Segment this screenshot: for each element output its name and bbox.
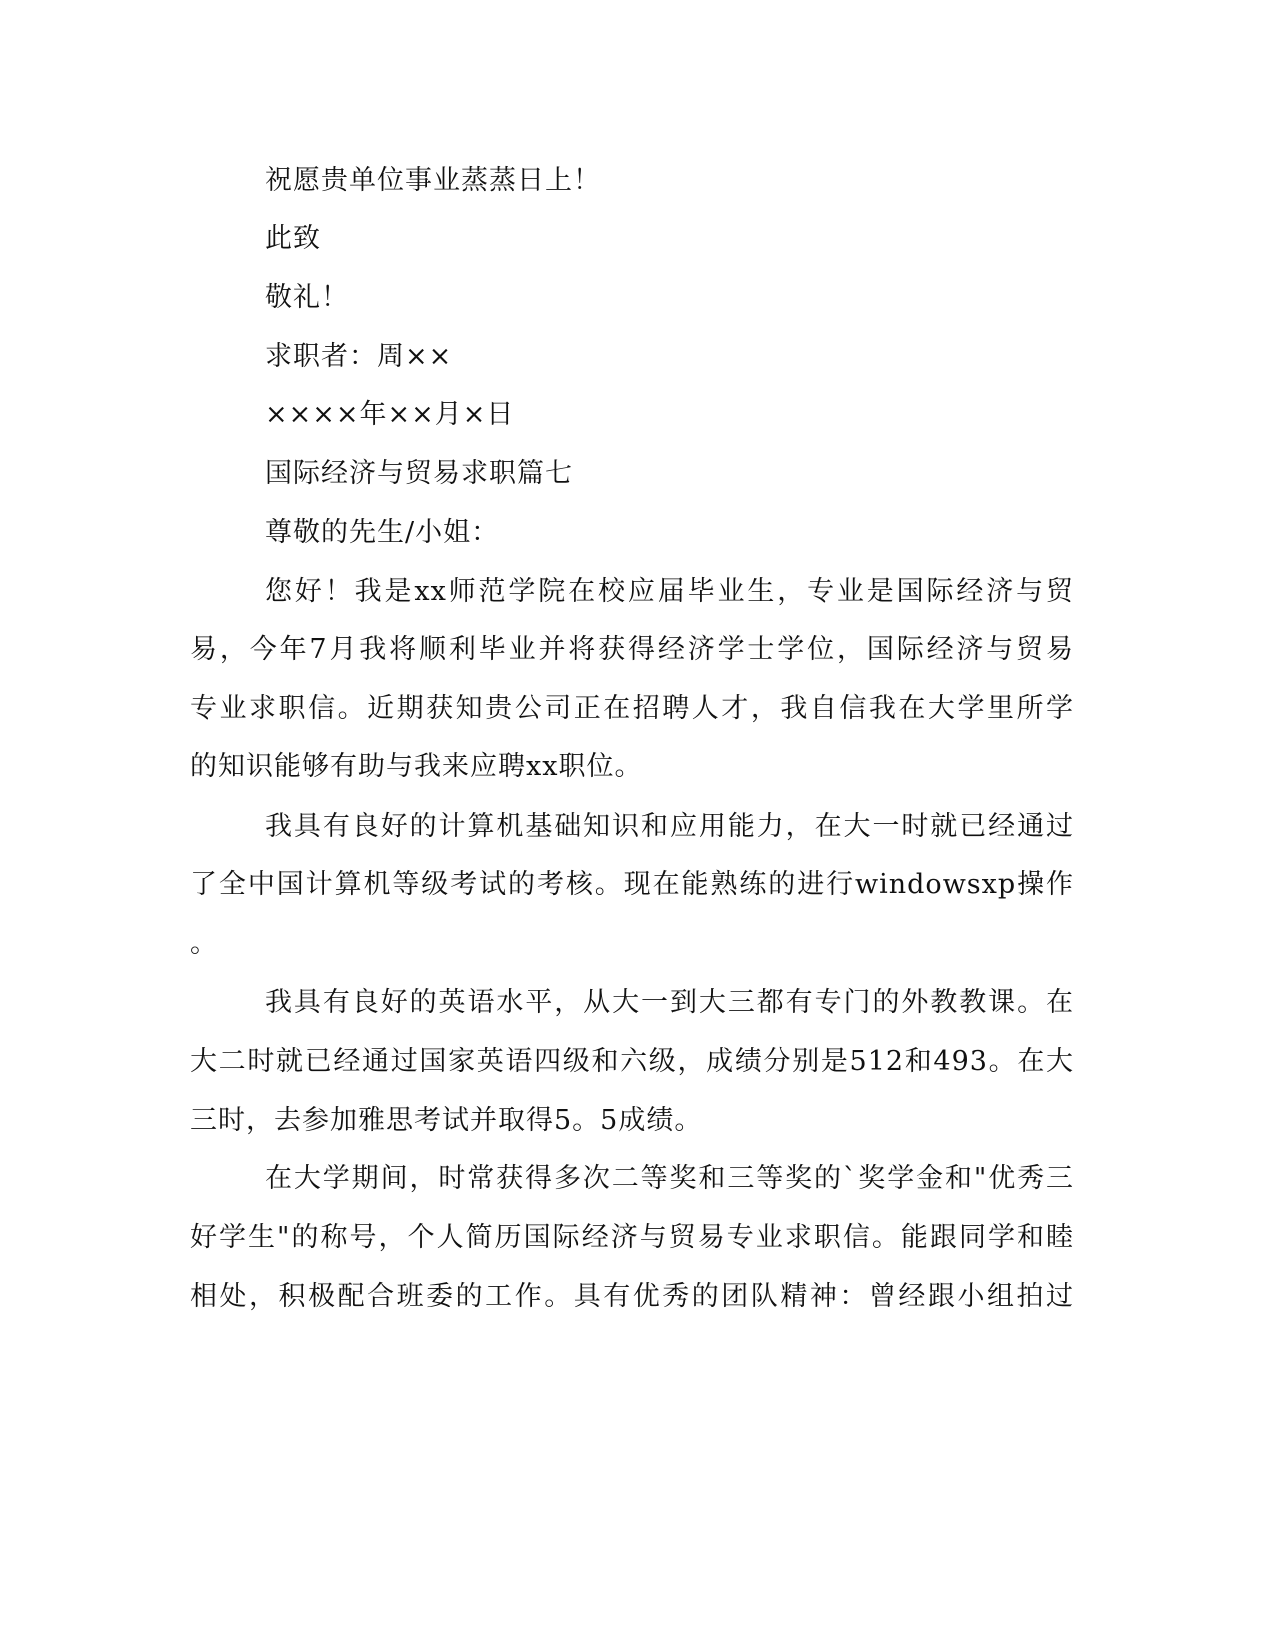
paragraph-line: 我具有良好的英语水平，从大一到大三都有专门的外教教课。在 — [265, 987, 1074, 1018]
closing-wish: 祝愿贵单位事业蒸蒸日上！ — [265, 165, 601, 196]
paragraph-line: 了全中国计算机等级考试的考核。现在能熟练的进行windowsxp操作 — [190, 869, 1074, 900]
paragraph-line: 三时，去参加雅思考试并取得5。5成绩。 — [190, 1105, 703, 1136]
closing-regards: 敬礼！ — [265, 282, 349, 313]
paragraph-line: 您好！我是xx师范学院在校应届毕业生，专业是国际经济与贸 — [265, 576, 1074, 607]
paragraph-line: 好学生"的称号，个人简历国际经济与贸易专业求职信。能跟同学和睦 — [190, 1222, 1074, 1253]
paragraph-line: 专业求职信。近期获知贵公司正在招聘人才，我自信我在大学里所学 — [190, 693, 1074, 724]
greeting: 尊敬的先生/小姐： — [265, 517, 500, 548]
paragraph-line: 大二时就已经通过国家英语四级和六级，成绩分别是512和493。在大 — [190, 1046, 1074, 1077]
paragraph-line: 易，今年7月我将顺利毕业并将获得经济学士学位，国际经济与贸易 — [190, 634, 1074, 665]
letter-date: ××××年××月×日 — [265, 399, 515, 430]
paragraph-line: 的知识能够有助与我来应聘xx职位。 — [190, 751, 643, 782]
applicant-signature: 求职者：周×× — [265, 341, 453, 372]
paragraph-line: 我具有良好的计算机基础知识和应用能力，在大一时就已经通过 — [265, 811, 1074, 842]
section-heading: 国际经济与贸易求职篇七 — [265, 458, 573, 489]
paragraph-line: 在大学期间，时常获得多次二等奖和三等奖的`奖学金和"优秀三 — [265, 1163, 1074, 1194]
paragraph-line: 。 — [190, 928, 218, 959]
closing-salutation: 此致 — [265, 223, 321, 254]
paragraph-line: 相处，积极配合班委的工作。具有优秀的团队精神：曾经跟小组拍过 — [190, 1281, 1074, 1312]
